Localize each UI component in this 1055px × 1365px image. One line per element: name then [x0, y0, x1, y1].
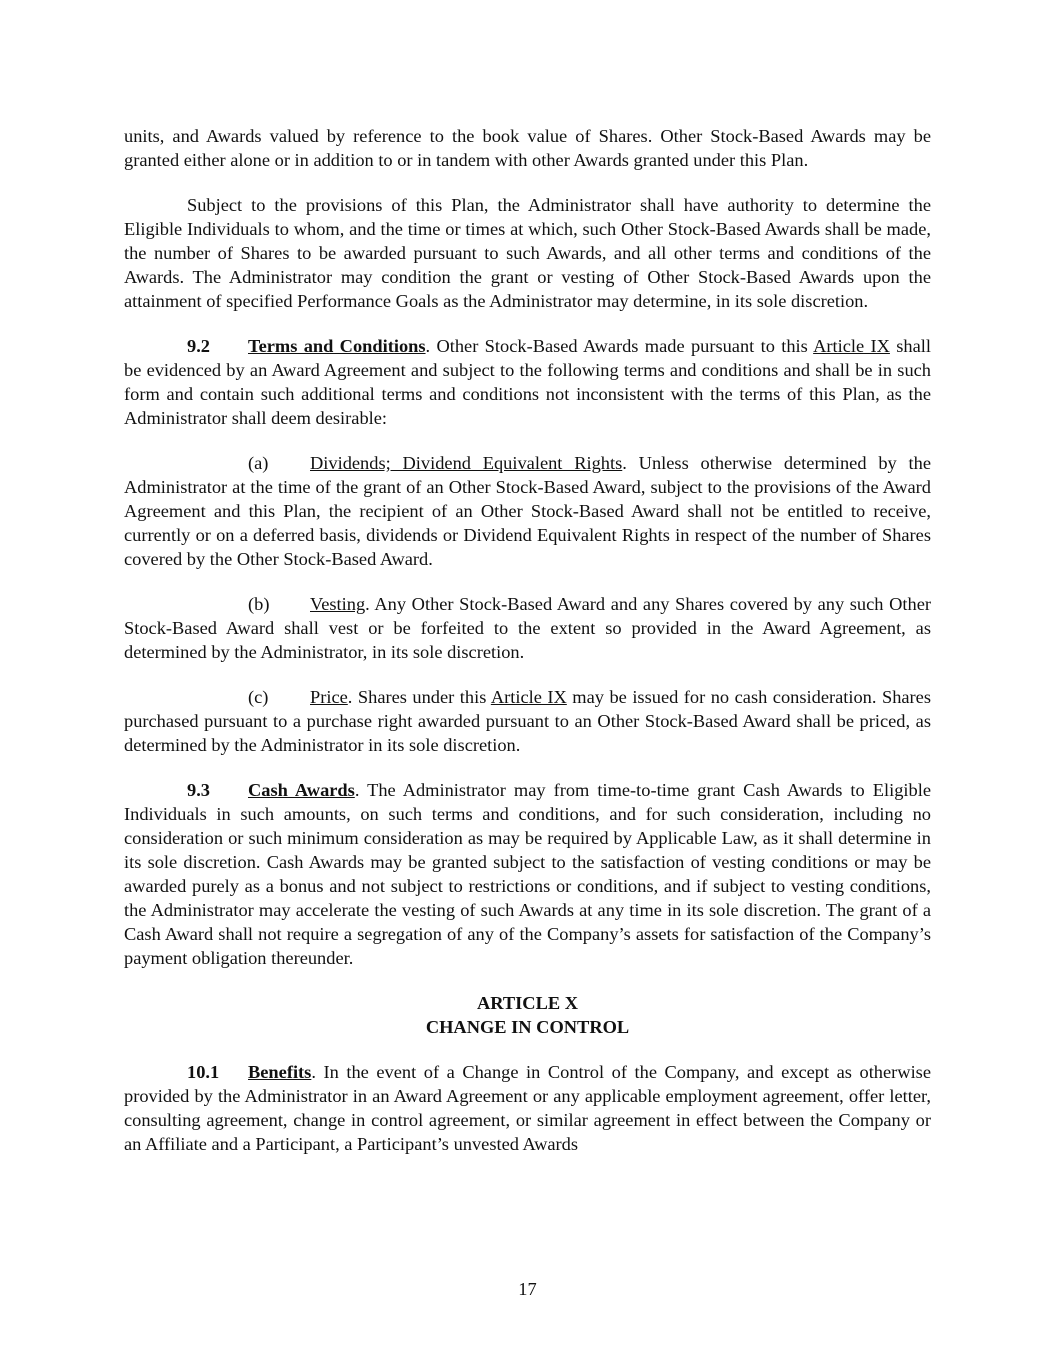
subsection-label: (a) [248, 453, 269, 473]
section-10-1 [124, 1060, 931, 1156]
paragraph-administrator-authority: Subject to the provisions of this Plan, the Administrator shall have authority to determine the Eligible Individuals to whom, and the time or times at which, such Other Stock-Based Awards shall be made, the number of Shares to be awarded pursuant to such Awards, and all other terms and conditions of the Awards. The Administrator may condition the grant or vesting of Other Stock-Based Awards upon the attainment of specified Performance Goals as the Administrator may determine, in its sole discretion. [124, 195, 931, 311]
subsection-c [124, 685, 931, 757]
section-text: shall be evidenced by an Award Agreement and subject to the following terms and conditions and shall be in such form and contain such additional terms and conditions not inconsistent with the terms of this Plan, as the Administrator shall deem desirable: [124, 336, 931, 428]
page-number: 17 [518, 1279, 537, 1299]
paragraph-continuation: units, and Awards valued by reference to the book value of Shares. Other Stock-Based Awards may be granted either alone or in addition to or in tandem with other Awards granted under this Plan. [124, 126, 931, 170]
subsection-text: . Any Other Stock-Based Award and any Shares covered by any such Other Stock-Based Award shall vest or be forfeited to the extent so provided in the Award Agreement, as determined by the Administrator, in its sole discretion. [124, 594, 931, 662]
article-title: CHANGE IN CONTROL [425, 1017, 630, 1037]
subsection-label: (b) [248, 594, 270, 614]
subsection-heading: Vesting [310, 594, 366, 614]
article-reference: Article IX [490, 687, 567, 707]
section-heading: Terms and Conditions [248, 336, 426, 356]
section-heading: Benefits [248, 1062, 312, 1082]
subsection-text: may be issued for no cash consideration. Shares purchased pursuant to a purchase right awarded pursuant to an Other Stock-Based Award shall be priced, as determined by the Administrator in its sole discretion. [124, 687, 931, 755]
subsection-a [124, 451, 931, 571]
section-heading: Cash Awards [248, 780, 355, 800]
section-text: . The Administrator may from time-to-time grant Cash Awards to Eligible Individuals in such amounts, on such terms and conditions, and for such consideration, including no consideration or such minimum consideration as may be required by Applicable Law, as it shall determine in its sole discretion. Cash Awards may be granted subject to the satisfaction of vesting conditions or may be awarded purely as a bonus and not subject to restrictions or conditions, and if subject to vesting conditions, the Administrator may accelerate the vesting of such Awards at any time in its sole discretion. The grant of a Cash Award shall not require a segregation of any of the Company’s assets for satisfaction of the Company’s payment obligation thereunder. [124, 780, 931, 968]
article-heading [124, 991, 931, 1039]
article-reference: Article IX [813, 336, 890, 356]
document-page [124, 124, 931, 1177]
section-number: 10.1 [187, 1062, 220, 1082]
section-text: . In the event of a Change in Control of the Company, and except as otherwise provided by the Administrator in an Award Agreement or any applicable employment agreement, offer letter, consulting agreement, change in control agreement, or similar agreement in effect between the Company or an Affiliate and a Participant, a Participant’s unvested Awards [124, 1062, 931, 1154]
subsection-label: (c) [248, 687, 269, 707]
subsection-heading: Dividends; Dividend Equivalent Rights [310, 453, 623, 473]
section-9-3 [124, 778, 931, 970]
section-number: 9.2 [187, 336, 210, 356]
section-number: 9.3 [187, 780, 210, 800]
subsection-b [124, 592, 931, 664]
section-9-2 [124, 334, 931, 430]
subsection-text: . Shares under this [347, 687, 491, 707]
section-text: . Other Stock-Based Awards made pursuant to this [425, 336, 814, 356]
subsection-heading: Price [310, 687, 348, 707]
subsection-text: . Unless otherwise determined by the Administrator at the time of the grant of an Other Stock-Based Award, subject to the provisions of the Award Agreement and this Plan, the recipient of an Other Stock-Based Award shall not be entitled to receive, currently or on a deferred basis, dividends or Dividend Equivalent Rights in respect of the number of Shares covered by the Other Stock-Based Award. [124, 453, 931, 569]
article-number: ARTICLE X [476, 993, 579, 1013]
